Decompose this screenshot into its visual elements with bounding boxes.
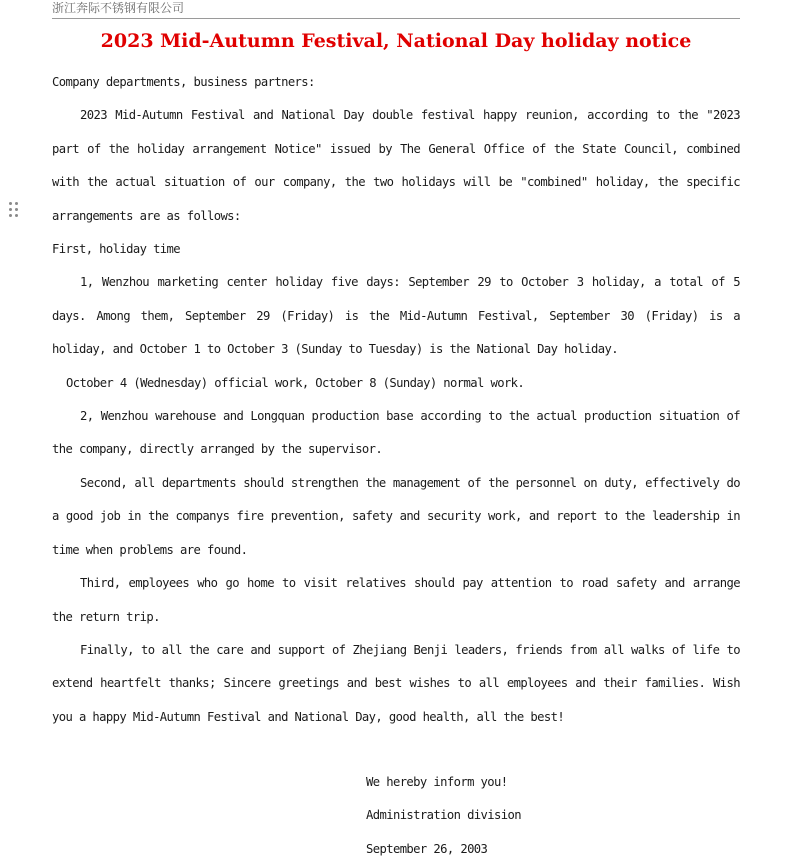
paragraph-warehouse: 2, Wenzhou warehouse and Longquan production base according to the actual production situation of the company, directly arranged by the supervisor.: [52, 409, 740, 457]
salutation: Company departments, business partners:: [52, 75, 315, 89]
intro-paragraph: 2023 Mid-Autumn Festival and National Day double festival happy reunion, according to the "2023 part of the holiday arrangement Notice" issued by The General Office of the State Council, combined with the actual situation of our company, the two holidays will be "combined" holiday, the specific arrangements are as follows:: [52, 108, 740, 223]
paragraph-third: Third, employees who go home to visit relatives should pay attention to road safety and arrange the return trip.: [52, 576, 740, 624]
drag-handle-icon[interactable]: [9, 202, 19, 218]
signature-block: [366, 766, 521, 866]
paragraph-marketing-center: 1, Wenzhou marketing center holiday five days: September 29 to October 3 holiday, a total of 5 days. Among them, September 29 (Friday) is the Mid-Autumn Festival, September 30 (Friday) is a holiday, and October 1 to October 3 (Sunday to Tuesday) is the National Day holiday.: [52, 275, 740, 357]
document-title: 2023 Mid-Autumn Festival, National Day holiday notice: [100, 30, 692, 52]
document-body: [52, 66, 740, 734]
company-name: 浙江奔际不锈钢有限公司: [52, 1, 185, 15]
signature-date: September 26, 2003: [366, 841, 488, 856]
section-heading: First, holiday time: [52, 242, 181, 257]
paragraph-finally: Finally, to all the care and support of Zhejiang Benji leaders, friends from all walks of life to extend heartfelt thanks; Sincere greetings and best wishes to all employees and their families. Wish you a happy Mid-Autumn Festival and National Day, good health, all the best!: [52, 642, 740, 724]
document-header: [52, 0, 740, 19]
signature-line-inform: We hereby inform you!: [366, 775, 508, 789]
signature-line-division: Administration division: [366, 808, 521, 823]
paragraph-work-days: October 4 (Wednesday) official work, October 8 (Sunday) normal work.: [66, 375, 525, 390]
paragraph-second: Second, all departments should strengthen the management of the personnel on duty, effectively do a good job in the companys fire prevention, safety and security work, and report to the leadership in time when problems are found.: [52, 475, 740, 557]
